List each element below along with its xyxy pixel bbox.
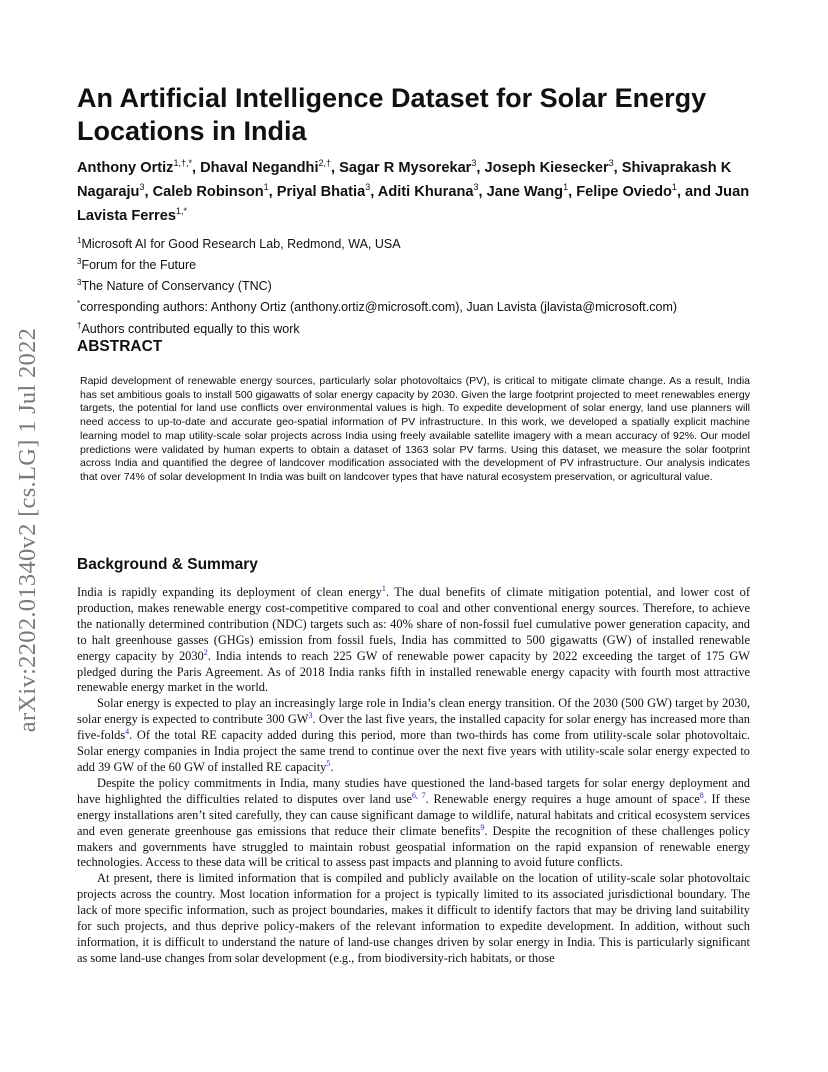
author-name: Anthony Ortiz	[77, 159, 174, 176]
arxiv-identifier-text: arXiv:2202.01340v2 [cs.LG] 1 Jul 2022	[14, 327, 42, 733]
section-body	[77, 585, 750, 967]
author-list: Anthony Ortiz$^{1,\dagger,*}$, Dhaval Negandhi$^{2,\dagger}$, Sagar R Mysorekar$^3$, Joseph Kiesecker$^3$, Shivaprakash K Nagaraju$^3$, Caleb Robinson$^1$, Priyal Bhatia$^3$, Aditi Khurana$^3$, Jane Wang$^1$, Felipe Oviedo$^1$, and Juan Lavista Ferres$^{1,*}$	[77, 158, 750, 224]
affiliation-text: Forum for the Future	[81, 258, 197, 273]
author-affiliation-mark: 3	[365, 181, 371, 192]
abstract-heading: ABSTRACT	[77, 338, 163, 355]
author-affiliation-mark: 3	[473, 181, 479, 192]
citation-ref: 2	[203, 647, 208, 657]
author-affiliation-mark: 1	[263, 181, 269, 192]
affiliation-item	[77, 317, 777, 338]
affiliation-item	[77, 274, 777, 295]
arxiv-identifier	[8, 300, 48, 760]
author-affiliation-mark: 3	[608, 158, 614, 168]
affiliation-text: Authors contributed equally to this work	[81, 321, 300, 336]
affiliation-item	[77, 253, 777, 274]
author-name: Caleb Robinson	[152, 183, 264, 200]
affiliation-mark: †	[77, 320, 82, 330]
citation-ref: 8	[699, 790, 704, 800]
section-heading: Background & Summary	[77, 556, 258, 573]
affiliation-text: The Nature of Conservancy (TNC)	[81, 279, 272, 294]
affiliation-text: corresponding authors: Anthony Ortiz (anthony.ortiz@microsoft.com), Juan Lavista (jlavista@microsoft.com)	[80, 300, 678, 315]
affiliation-text: Microsoft AI for Good Research Lab, Redmond, WA, USA	[81, 237, 401, 252]
author-affiliation-mark: 1	[671, 181, 677, 192]
author-name: Felipe Oviedo	[576, 183, 672, 200]
author-name: Aditi Khurana	[377, 183, 474, 200]
affiliation-mark: 3	[77, 257, 82, 267]
author-name: Sagar R Mysorekar	[339, 159, 472, 176]
author-affiliation-mark: 1,†,*	[173, 158, 192, 168]
author-name: Juan Lavista Ferres	[77, 183, 750, 224]
citation-ref: 5	[326, 758, 331, 768]
affiliation-item	[77, 295, 777, 316]
author-affiliation-mark: 3	[139, 181, 145, 192]
affiliation-mark: *	[77, 299, 81, 309]
citation-ref: 9	[480, 822, 485, 832]
author-name: Jane Wang	[486, 183, 564, 200]
body-paragraph: Despite the policy commitments in India, many studies have questioned the land-based targets for solar energy deployment and have highlighted the difficulties related to disputes over land use$^{6, 7}$. Renewable energy requires a huge amount of space$^8$. If these energy installations aren’t sited carefully, they can cause significant damage to wildlife, natural habitats and critical ecosystem services and even generate greenhouse gas emissions that reduce their climate benefits$^9$. Despite the recognition of these challenges policy makers and governments have struggled to maintain robust geospatial information on the rapid expansion of renewable energy technologies. Access to these data will be critical to assess past impacts and planning to avoid future conflicts.	[77, 775, 751, 870]
affiliation-mark: 3	[77, 278, 82, 288]
citation-ref: 3	[308, 711, 313, 721]
author-name: Shivaprakash K Nagaraju	[77, 159, 732, 200]
abstract-text: Rapid development of renewable energy sources, particularly solar photovoltaics (PV), is critical to mitigate climate change. As a result, India has set ambitious goals to install 500 gigawatts of solar energy capacity by 2030. Given the large footprint projected to meet renewables energy targets, the potential for land use conflicts over environmental values is high. To expedite development of solar energy, land use planners will need access to up-to-date and accurate geo-spatial information of PV infrastructure. In this work, we developed a spatially explicit machine learning model to map utility-scale solar projects across India using freely available satellite imagery with a mean accuracy of 92%. Our model predictions were validated by human experts to obtain a dataset of 1363 solar PV farms. Using this dataset, we measure the solar footprint across India and quantified the degree of landcover modification associated with the development of PV infrastructure. Our analysis indicates that over 74% of solar development In India was built on landcover types that have natural ecosystem preservation, or agricultural value.	[80, 375, 750, 483]
affiliation-item	[77, 232, 777, 253]
affiliation-mark: 1	[77, 236, 82, 245]
author-affiliation-mark: 2,†	[318, 158, 332, 168]
body-paragraph: India is rapidly expanding its deployment of clean energy$^1$. The dual benefits of climate mitigation potential, and lower cost of production, makes renewable energy cost-competitive compared to coal and other conventional energy sources. Therefore, to achieve the nationally determined contribution (NDC) targets such as: 40% share of non-fossil fuel cumulative power generation capacity, and to halt greenhouse gasses (GHGs) emission from fossil fuels, India has committed to 500 gigawatts (GW) of installed renewable energy capacity by 2030$^2$. India intends to reach 225 GW of renewable power capacity by 2022 exceeding the target of 175 GW pledged during the Paris Agreement. As of 2018 India ranks fifth in installed renewable energy capacity with fourth most attractive renewable energy market in the world.	[77, 583, 750, 695]
author-name: Dhaval Negandhi	[200, 159, 319, 176]
author-affiliation-mark: 1,*	[175, 205, 187, 216]
author-name: Priyal Bhatia	[276, 183, 366, 200]
author-affiliation-mark: 3	[471, 158, 477, 168]
author-name: Joseph Kiesecker	[484, 159, 609, 176]
author-affiliation-mark: 1	[563, 181, 569, 192]
citation-ref: 4	[125, 727, 130, 737]
citation-ref: 6, 7	[411, 790, 426, 800]
citation-ref: 1	[381, 583, 386, 593]
paper-title: An Artificial Intelligence Dataset for Solar Energy Locations in India	[77, 83, 707, 146]
body-paragraph: Solar energy is expected to play an increasingly large role in India’s clean energy transition. Of the 2030 (500 GW) target by 2030, solar energy is expected to contribute 300 GW$^3$. Over the last five years, the installed capacity for solar energy has increased more than five-folds$^4$. Of the total RE capacity added during this period, more than two-thirds has come from utility-scale solar photovoltaic. Solar energy companies in India project the same trend to continue over the next five years with utility-scale solar energy expected to add 39 GW of the 60 GW of installed RE capacity$^5$.	[77, 696, 750, 774]
body-paragraph: At present, there is limited information that is compiled and publicly available on the location of utility-scale solar photovoltaic projects across the country. Most location information for a project is typically limited to its associated jurisdictional boundary. The lack of more specific information, such as project boundaries, makes it difficult to identify factors that may be driving land suitability for such projects, and thus deprive policy-makers of the relevant information to expedite development. In addition, without such information, it is difficult to understand the nature of land-use changes driven by solar energy in India. This is particularly significant as some land-use changes from solar development (e.g., from biodiversity-rich habitats, or those	[77, 871, 750, 965]
affiliation-list	[77, 232, 777, 338]
